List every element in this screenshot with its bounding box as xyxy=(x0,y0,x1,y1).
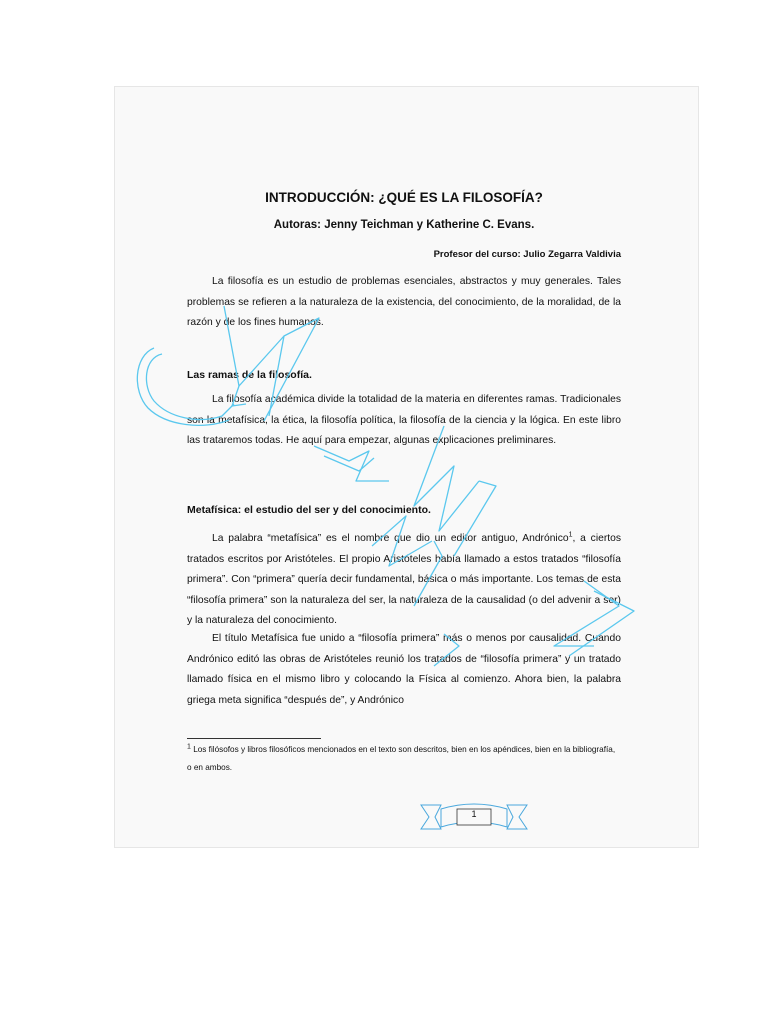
footnote-divider xyxy=(187,738,321,739)
footnote-number: 1 xyxy=(187,743,191,751)
course-professor: Profesor del curso: Julio Zegarra Valdivia xyxy=(433,249,621,260)
intro-paragraph: La filosofía es un estudio de problemas esenciales, abstractos y muy generales. Tales problemas se refieren a la naturaleza de la existencia, del conocimiento, de la moralidad, de la razón y de los fines humanos. xyxy=(187,276,621,328)
document-title: INTRODUCCIÓN: ¿QUÉ ES LA FILOSOFÍA? xyxy=(265,190,543,205)
section-heading-metaphysics: Metafísica: el estudio del ser y del conocimiento. xyxy=(187,504,431,516)
page-number: 1 xyxy=(471,809,477,819)
document-authors: Autoras: Jenny Teichman y Katherine C. Evans. xyxy=(273,219,535,231)
metaphysics-paragraph-1-start: La palabra “metafísica” es el nombre que dio un editor antiguo, Andrónico xyxy=(212,533,569,544)
footnote-text: Los filósofos y libros filosóficos mencionados en el texto son descritos, bien en los apéndices, bien en la bibliografía, o en ambos. xyxy=(187,745,616,772)
footnote-reference[interactable]: 1 xyxy=(568,531,573,539)
branches-paragraph: La filosofía académica divide la totalidad de la materia en diferentes ramas. Tradicionales son la metafísica, la ética, la filosofía política, la filosofía de la ciencia y la lógica. En este libro las trataremos todas. He aquí para empezar, algunas explicaciones preliminares. xyxy=(187,394,621,446)
document-page xyxy=(114,86,699,848)
page-number-ornament xyxy=(419,797,529,833)
section-heading-branches: Las ramas de la filosofía. xyxy=(187,369,312,381)
metaphysics-paragraph-1-end: , a ciertos tratados escritos por Aristóteles. El propio Aristóteles había llamado a estos tratados “filosofía primera”. Con “primera” quería decir fundamental, básica o más importante. Los temas de esta “filosofía primera” son la naturaleza del ser, la naturaleza de la causalidad (o del advenir a ser) y la naturaleza del conocimiento. xyxy=(187,533,622,626)
metaphysics-paragraph-2: El título Metafísica fue unido a “filosofía primera” más o menos por causalidad. Cuando Andrónico editó las obras de Aristóteles reunió los tratados de “filosofía primera” y un tratado llamado física en el mismo libro y colocando la Física al comienzo. Ahora bien, la palabra griega meta significa “después de”, y Andrónico xyxy=(187,633,621,706)
footnote xyxy=(187,741,621,777)
metaphysics-paragraph-1 xyxy=(187,529,621,632)
